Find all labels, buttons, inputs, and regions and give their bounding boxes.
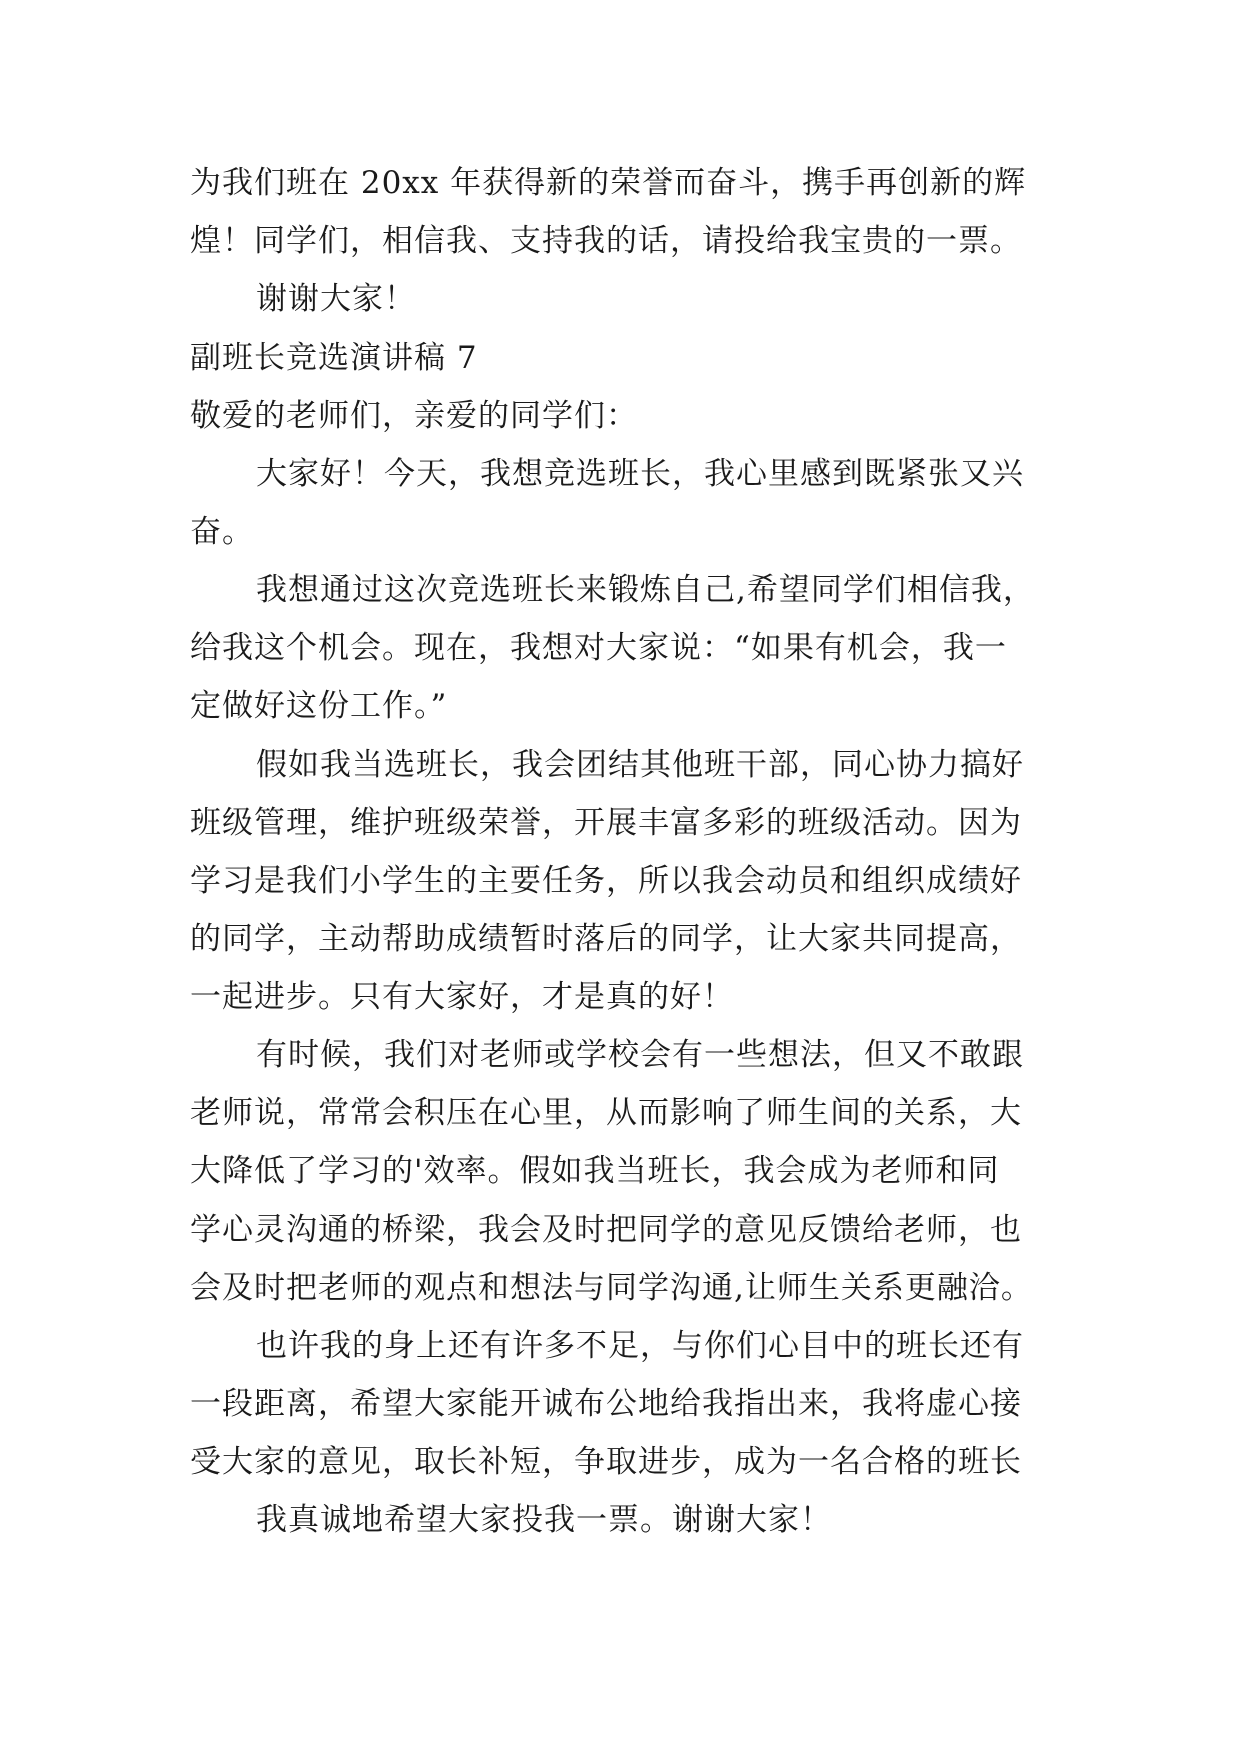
paragraph-line: 班级管理，维护班级荣誉，开展丰富多彩的班级活动。因为 (190, 805, 1022, 841)
paragraph-line: 煌！同学们，相信我、支持我的话，请投给我宝贵的一票。 (190, 223, 1022, 259)
paragraph-line: 有时候，我们对老师或学校会有一些想法，但又不敢跟 (256, 1037, 1024, 1073)
paragraph-line: 假如我当选班长，我会团结其他班干部，同心协力搞好 (256, 747, 1024, 783)
paragraph-line: 学心灵沟通的桥梁，我会及时把同学的意见反馈给老师，也 (190, 1212, 1022, 1248)
section-title: 副班长竞选演讲稿 7 (190, 340, 478, 376)
paragraph-line: 定做好这份工作。” (190, 688, 448, 724)
paragraph-line: 老师说，常常会积压在心里，从而影响了师生间的关系，大 (190, 1095, 1022, 1131)
paragraph-line: 学习是我们小学生的主要任务，所以我会动员和组织成绩好 (190, 863, 1022, 899)
paragraph-line: 给我这个机会。现在，我想对大家说：“如果有机会，我一 (190, 630, 1007, 666)
paragraph-line: 我真诚地希望大家投我一票。谢谢大家！ (256, 1502, 832, 1538)
paragraph-line: 我想通过这次竞选班长来锻炼自己,希望同学们相信我， (256, 572, 1035, 608)
paragraph-line: 一段距离，希望大家能开诚布公地给我指出来，我将虚心接 (190, 1386, 1022, 1422)
paragraph-line: 大家好！今天，我想竞选班长，我心里感到既紧张又兴 (256, 456, 1024, 492)
paragraph-line: 一起进步。只有大家好，才是真的好！ (190, 979, 734, 1015)
paragraph-line: 奋。 (190, 514, 254, 550)
salutation: 敬爱的老师们，亲爱的同学们： (190, 398, 638, 434)
paragraph-line: 也许我的身上还有许多不足，与你们心目中的班长还有 (256, 1328, 1024, 1364)
paragraph-line: 为我们班在 20xx 年获得新的荣誉而奋斗，携手再创新的辉 (190, 165, 1027, 201)
paragraph-line: 的同学，主动帮助成绩暂时落后的同学，让大家共同提高， (190, 921, 1022, 957)
paragraph-line: 受大家的意见，取长补短，争取进步，成为一名合格的班长 (190, 1444, 1022, 1480)
paragraph-line: 大降低了学习的'效率。假如我当班长，我会成为老师和同 (190, 1153, 1000, 1189)
paragraph-line: 会及时把老师的观点和想法与同学沟通,让师生关系更融洽。 (190, 1270, 1033, 1306)
closing-thanks: 谢谢大家！ (256, 281, 416, 317)
